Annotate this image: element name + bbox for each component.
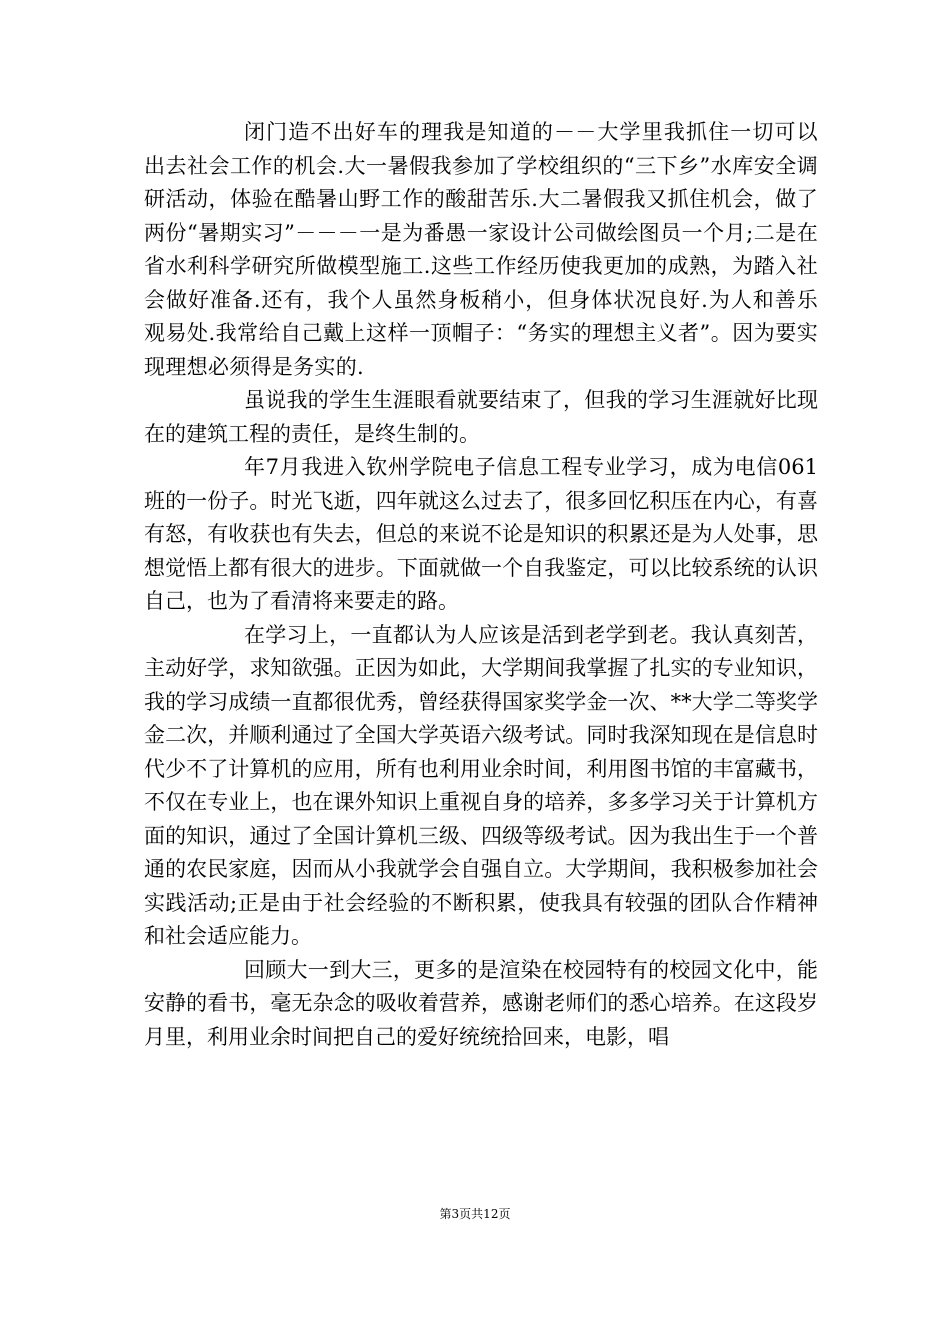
paragraph-study: 在学习上，一直都认为人应该是活到老学到老。我认真刻苦，主动好学，求知欲强。正因为如此，大学期间我掌握了扎实的专业知识，我的学习成绩一直都很优秀，曾经获得国家奖学金一次、**大学二等奖学金二次，并顺利通过了全国大学英语六级考试。同时我深知现在是信息时代少不了计算机的应用，所有也利用业余时间，利用图书馆的丰富藏书，不仅在专业上，也在课外知识上重视自身的培养，多多学习关于计算机方面的知识，通过了全国计算机三级、四级等级考试。因为我出生于一个普通的农民家庭，因而从小我就学会自强自立。大学期间，我积极参加社会实践活动;正是由于社会经验的不断积累，使我具有较强的团队合作精神和社会适应能力。 [144,622,818,948]
page-number-footer: 第3页共12页 [439,1207,511,1221]
paragraph-work-experience: 闭门造不出好车的理我是知道的－－大学里我抓住一切可以出去社会工作的机会.大一暑假我参加了学校组织的“三下乡”水库安全调研活动，体验在酷暑山野工作的酸甜苦乐.大二暑假我又抓住机会，做了两份“暑期实习”－－－一是为番愚一家设计公司做绘图员一个月;二是在省水利科学研究所做模型施工.这些工作经历使我更加的成熟，为踏入社会做好准备.还有，我个人虽然身板稍小，但身体状况良好.为人和善乐观易处.我常给自己戴上这样一顶帽子：“务实的理想主义者”。因为要实现理想必须得是务实的. [144,120,818,379]
paragraph-lifelong-learning: 虽说我的学生生涯眼看就要结束了，但我的学习生涯就好比现在的建筑工程的责任，是终生制的。 [144,388,818,446]
paragraph-review: 回顾大一到大三，更多的是渲染在校园特有的校园文化中，能安静的看书，毫无杂念的吸收着营养，感谢老师们的悉心培养。在这段岁月里，利用业余时间把自己的爱好统统拾回来，电影，唱 [144,957,818,1049]
document-body [144,116,818,1054]
paragraph-enrollment: 年7月我进入钦州学院电子信息工程专业学习，成为电信061班的一份子。时光飞逝，四年就这么过去了，很多回忆积压在内心，有喜有怒，有收获也有失去，但总的来说不论是知识的积累还是为人处事，思想觉悟上都有很大的进步。下面就做一个自我鉴定，可以比较系统的认识自己，也为了看清将来要走的路。 [144,455,818,613]
